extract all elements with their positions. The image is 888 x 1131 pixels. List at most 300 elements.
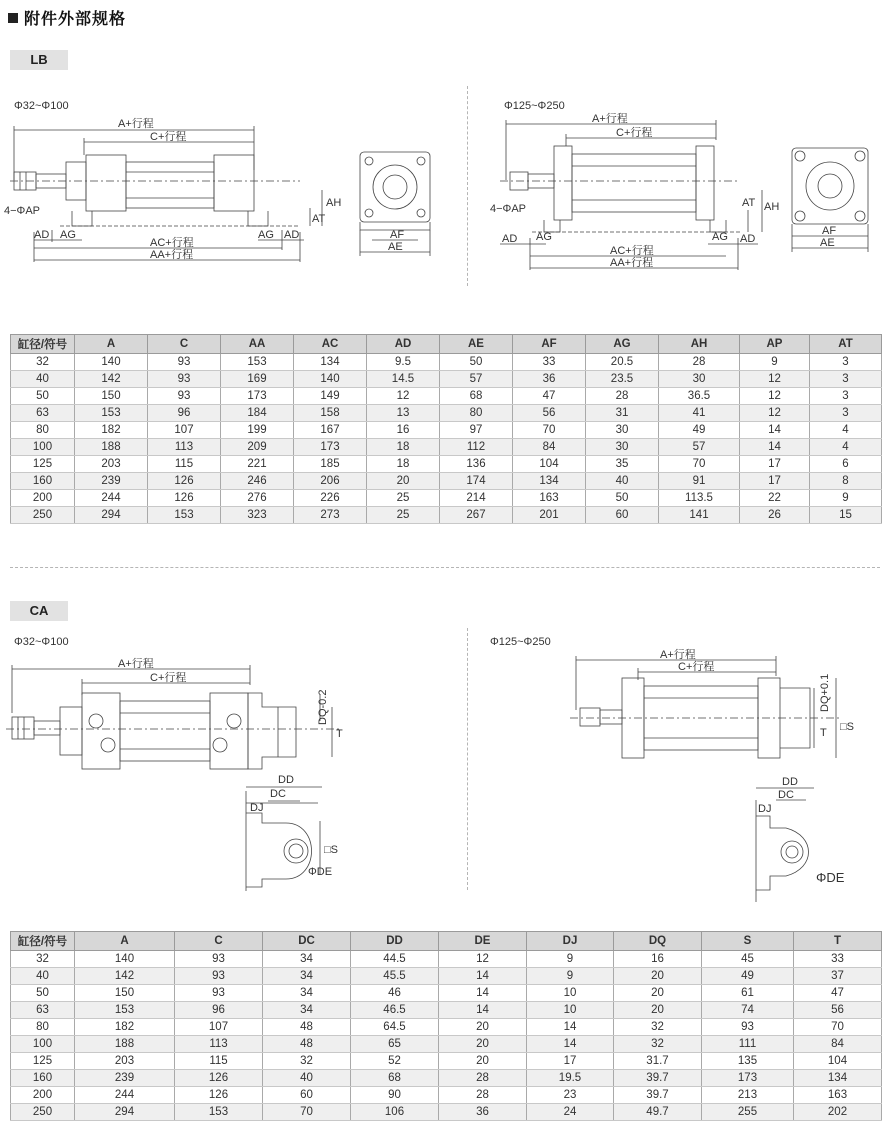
ca-right-range: Φ125~Φ250 [490,636,551,648]
table-cell: 39.7 [614,1087,702,1104]
table-cell: 20 [614,968,702,985]
table-cell: 12 [740,371,810,388]
table-cell: 182 [75,1019,175,1036]
table-row [11,388,882,405]
table-cell: 150 [75,985,175,1002]
table-cell: 173 [702,1070,794,1087]
column-header: C [148,335,221,354]
table-cell: 36 [513,371,586,388]
table-row [11,507,882,524]
table-cell: 3 [810,354,882,371]
table-cell: 9.5 [367,354,440,371]
dim-c-left: C+行程 [150,131,187,143]
table-cell: 34 [263,985,351,1002]
table-cell: 125 [11,456,75,473]
table-cell: 140 [294,371,367,388]
dim-at-left: AT [312,213,326,225]
table-cell: 80 [11,1019,75,1036]
table-cell: 30 [586,422,659,439]
table-cell: 182 [75,422,148,439]
table-cell: 93 [175,951,263,968]
table-cell: 50 [440,354,513,371]
table-cell: 294 [75,507,148,524]
table-cell: 246 [221,473,294,490]
dim-aa-right: AA+行程 [610,257,654,269]
lb-table-header-row [11,335,882,354]
table-row [11,1053,882,1070]
table-cell: 126 [148,490,221,507]
table-cell: 14 [527,1036,614,1053]
table-row [11,456,882,473]
column-header: T [794,932,882,951]
table-cell: 199 [221,422,294,439]
table-row [11,439,882,456]
dim-ag-left-1: AG [60,229,76,241]
table-cell: 188 [75,1036,175,1053]
table-cell: 126 [175,1087,263,1104]
table-cell: 4 [810,439,882,456]
table-cell: 33 [794,951,882,968]
dim-at-right: AT [742,197,756,209]
dim-ae-right: AE [820,237,835,249]
column-header: 缸径/符号 [11,335,75,354]
table-cell: 36 [439,1104,527,1121]
table-cell: 28 [439,1070,527,1087]
table-cell: 140 [75,354,148,371]
table-cell: 255 [702,1104,794,1121]
table-cell: 32 [614,1019,702,1036]
lb-small-bore-drawing [0,110,460,280]
column-header: AA [221,335,294,354]
ca-small-bore-drawing [0,655,360,900]
table-cell: 184 [221,405,294,422]
table-cell: 35 [586,456,659,473]
table-cell: 93 [175,985,263,1002]
column-header: AP [740,335,810,354]
table-cell: 13 [367,405,440,422]
table-cell: 64.5 [351,1019,439,1036]
ca-dim-dj-right: DJ [758,803,772,815]
ca-dim-t-left: T [336,728,343,740]
square-bullet-icon [8,13,18,23]
dim-ae-left: AE [388,241,403,253]
ca-dim-s-left: □S [324,844,338,856]
dim-aa-left: AA+行程 [150,249,194,261]
table-cell: 56 [513,405,586,422]
table-cell: 153 [148,507,221,524]
column-header: DC [263,932,351,951]
ca-dim-dq-right: DQ+0.1 [819,673,831,712]
table-cell: 63 [11,405,75,422]
table-cell: 28 [439,1087,527,1104]
table-row [11,1019,882,1036]
ca-table-header-row [11,932,882,951]
table-cell: 34 [263,1002,351,1019]
table-cell: 160 [11,1070,75,1087]
table-cell: 40 [11,371,75,388]
table-cell: 3 [810,388,882,405]
table-cell: 45.5 [351,968,439,985]
dim-ad-right-1: AD [502,233,518,245]
ca-spec-table [10,931,882,1121]
table-cell: 56 [794,1002,882,1019]
table-cell: 202 [794,1104,882,1121]
table-cell: 25 [367,507,440,524]
table-cell: 10 [527,1002,614,1019]
table-cell: 136 [440,456,513,473]
table-cell: 203 [75,1053,175,1070]
section-divider [10,567,880,568]
table-cell: 14 [527,1019,614,1036]
table-cell: 267 [440,507,513,524]
table-cell: 113 [175,1036,263,1053]
table-cell: 14 [439,968,527,985]
table-cell: 134 [513,473,586,490]
dim-ag-left-2: AG [258,229,274,241]
dim-c-right: C+行程 [616,127,653,139]
table-cell: 214 [440,490,513,507]
dim-ah-left: AH [326,197,342,209]
table-cell: 28 [659,354,740,371]
table-cell: 14 [740,439,810,456]
dim-af-left: AF [390,229,405,241]
lb-left-range: Φ32~Φ100 [14,100,69,112]
ca-dim-dd-right: DD [782,776,798,788]
table-cell: 203 [75,456,148,473]
table-cell: 84 [794,1036,882,1053]
table-cell: 23.5 [586,371,659,388]
table-cell: 17 [740,473,810,490]
ca-dim-s-right: □S [840,721,854,733]
table-cell: 14 [439,985,527,1002]
table-cell: 14 [439,1002,527,1019]
table-cell: 17 [527,1053,614,1070]
table-cell: 25 [367,490,440,507]
table-cell: 31.7 [614,1053,702,1070]
table-cell: 93 [702,1019,794,1036]
table-cell: 68 [351,1070,439,1087]
dim-a-right: A+行程 [592,113,628,125]
table-cell: 50 [11,985,75,1002]
table-cell: 96 [148,405,221,422]
table-cell: 276 [221,490,294,507]
table-cell: 173 [221,388,294,405]
table-cell: 26 [740,507,810,524]
table-cell: 244 [75,490,148,507]
table-cell: 213 [702,1087,794,1104]
ca-divider [467,628,468,890]
ca-large-bore-drawing [470,640,888,910]
table-cell: 40 [586,473,659,490]
table-cell: 50 [11,388,75,405]
table-cell: 134 [794,1070,882,1087]
table-cell: 84 [513,439,586,456]
dim-ag-right-2: AG [712,231,728,243]
column-header: S [702,932,794,951]
table-cell: 20 [439,1053,527,1070]
table-cell: 167 [294,422,367,439]
lb-spec-table [10,334,882,524]
table-cell: 158 [294,405,367,422]
table-cell: 46.5 [351,1002,439,1019]
table-cell: 80 [440,405,513,422]
table-cell: 142 [75,968,175,985]
table-cell: 209 [221,439,294,456]
column-header: DQ [614,932,702,951]
lb-right-range: Φ125~Φ250 [504,100,565,112]
table-cell: 126 [148,473,221,490]
table-cell: 46 [351,985,439,1002]
table-cell: 18 [367,456,440,473]
table-cell: 244 [75,1087,175,1104]
table-cell: 70 [794,1019,882,1036]
ca-dim-dc-right: DC [778,789,794,801]
column-header: AF [513,335,586,354]
table-cell: 17 [740,456,810,473]
table-cell: 52 [351,1053,439,1070]
table-cell: 125 [11,1053,75,1070]
table-cell: 93 [148,388,221,405]
table-cell: 323 [221,507,294,524]
table-row [11,405,882,422]
table-cell: 141 [659,507,740,524]
lb-divider [467,86,468,286]
column-header: A [75,932,175,951]
table-cell: 8 [810,473,882,490]
table-cell: 153 [221,354,294,371]
ca-dim-t-right: T [820,727,827,739]
table-cell: 20.5 [586,354,659,371]
table-cell: 22 [740,490,810,507]
table-cell: 106 [351,1104,439,1121]
table-cell: 153 [75,1002,175,1019]
table-cell: 23 [527,1087,614,1104]
dim-a-left: A+行程 [118,118,154,130]
table-row [11,1070,882,1087]
table-cell: 135 [702,1053,794,1070]
column-header: A [75,335,148,354]
table-cell: 30 [659,371,740,388]
ca-dim-a-right: A+行程 [660,649,696,661]
table-cell: 70 [659,456,740,473]
table-cell: 294 [75,1104,175,1121]
table-row [11,422,882,439]
table-cell: 9 [810,490,882,507]
ca-dim-dj-left: DJ [250,802,264,814]
table-cell: 201 [513,507,586,524]
table-cell: 104 [513,456,586,473]
table-row [11,354,882,371]
table-cell: 70 [513,422,586,439]
table-cell: 60 [586,507,659,524]
dim-ad-left-2: AD [284,229,300,241]
table-cell: 70 [263,1104,351,1121]
table-cell: 93 [148,371,221,388]
table-row [11,473,882,490]
column-header: AT [810,335,882,354]
column-header: AH [659,335,740,354]
table-cell: 107 [148,422,221,439]
table-cell: 140 [75,951,175,968]
table-cell: 200 [11,1087,75,1104]
table-cell: 47 [794,985,882,1002]
table-cell: 40 [263,1070,351,1087]
table-cell: 4 [810,422,882,439]
table-row [11,951,882,968]
table-cell: 20 [614,1002,702,1019]
ca-dim-de-left: ΦDE [308,866,333,878]
column-header: AC [294,335,367,354]
table-cell: 18 [367,439,440,456]
ca-left-range: Φ32~Φ100 [14,636,69,648]
table-cell: 153 [75,405,148,422]
table-cell: 174 [440,473,513,490]
table-cell: 126 [175,1070,263,1087]
table-cell: 14 [740,422,810,439]
section-label-ca: CA [10,601,68,621]
table-cell: 20 [367,473,440,490]
table-cell: 32 [614,1036,702,1053]
table-cell: 9 [527,968,614,985]
table-cell: 28 [586,388,659,405]
table-cell: 68 [440,388,513,405]
table-cell: 112 [440,439,513,456]
table-cell: 50 [586,490,659,507]
table-cell: 32 [11,951,75,968]
table-cell: 34 [263,951,351,968]
table-cell: 20 [439,1036,527,1053]
table-cell: 3 [810,405,882,422]
table-cell: 115 [175,1053,263,1070]
section-label-lb: LB [10,50,68,70]
table-cell: 19.5 [527,1070,614,1087]
table-cell: 160 [11,473,75,490]
dim-ag-right-1: AG [536,231,552,243]
table-cell: 47 [513,388,586,405]
table-cell: 12 [439,951,527,968]
table-cell: 12 [740,388,810,405]
table-cell: 107 [175,1019,263,1036]
table-cell: 134 [294,354,367,371]
dim-ap-left: 4−ΦAP [4,205,40,217]
column-header: DD [351,932,439,951]
table-cell: 60 [263,1087,351,1104]
table-row [11,1104,882,1121]
dim-ap-right: 4−ΦAP [490,203,526,215]
ca-dim-de-right: ΦDE [816,870,845,885]
table-cell: 48 [263,1019,351,1036]
table-cell: 173 [294,439,367,456]
table-cell: 15 [810,507,882,524]
table-cell: 40 [11,968,75,985]
table-cell: 93 [175,968,263,985]
column-header: DE [439,932,527,951]
table-cell: 150 [75,388,148,405]
table-cell: 206 [294,473,367,490]
table-cell: 74 [702,1002,794,1019]
table-cell: 33 [513,354,586,371]
table-cell: 169 [221,371,294,388]
table-cell: 45 [702,951,794,968]
table-cell: 200 [11,490,75,507]
lb-large-bore-drawing [470,110,888,280]
dim-af-right: AF [822,225,837,237]
table-row [11,968,882,985]
table-cell: 9 [740,354,810,371]
table-cell: 96 [175,1002,263,1019]
table-cell: 12 [367,388,440,405]
table-cell: 49 [702,968,794,985]
table-cell: 226 [294,490,367,507]
table-cell: 80 [11,422,75,439]
table-cell: 115 [148,456,221,473]
table-cell: 163 [513,490,586,507]
table-cell: 32 [263,1053,351,1070]
table-cell: 163 [794,1087,882,1104]
table-cell: 273 [294,507,367,524]
table-cell: 44.5 [351,951,439,968]
table-cell: 113 [148,439,221,456]
table-cell: 61 [702,985,794,1002]
table-row [11,1087,882,1104]
table-cell: 104 [794,1053,882,1070]
table-cell: 3 [810,371,882,388]
table-cell: 188 [75,439,148,456]
table-cell: 24 [527,1104,614,1121]
table-cell: 93 [148,354,221,371]
page-title: 附件外部规格 [8,6,126,29]
table-cell: 91 [659,473,740,490]
table-cell: 113.5 [659,490,740,507]
table-cell: 57 [659,439,740,456]
table-cell: 39.7 [614,1070,702,1087]
table-cell: 250 [11,507,75,524]
table-row [11,1036,882,1053]
dim-ad-right-2: AD [740,233,756,245]
table-cell: 239 [75,473,148,490]
ca-dim-dc-left: DC [270,788,286,800]
column-header: AG [586,335,659,354]
table-row [11,371,882,388]
table-cell: 100 [11,1036,75,1053]
table-cell: 57 [440,371,513,388]
dim-ah-right: AH [764,201,780,213]
column-header: AD [367,335,440,354]
table-cell: 49 [659,422,740,439]
table-cell: 20 [614,985,702,1002]
table-cell: 12 [740,405,810,422]
table-row [11,985,882,1002]
table-cell: 16 [614,951,702,968]
dim-ac-left: AC+行程 [150,237,194,249]
table-cell: 16 [367,422,440,439]
table-cell: 111 [702,1036,794,1053]
column-header: DJ [527,932,614,951]
table-cell: 10 [527,985,614,1002]
column-header: 缸径/符号 [11,932,75,951]
table-cell: 34 [263,968,351,985]
table-cell: 63 [11,1002,75,1019]
table-cell: 41 [659,405,740,422]
table-cell: 97 [440,422,513,439]
ca-dim-c-right: C+行程 [678,661,715,673]
table-cell: 49.7 [614,1104,702,1121]
table-cell: 221 [221,456,294,473]
table-cell: 142 [75,371,148,388]
table-cell: 48 [263,1036,351,1053]
table-cell: 9 [527,951,614,968]
table-cell: 185 [294,456,367,473]
